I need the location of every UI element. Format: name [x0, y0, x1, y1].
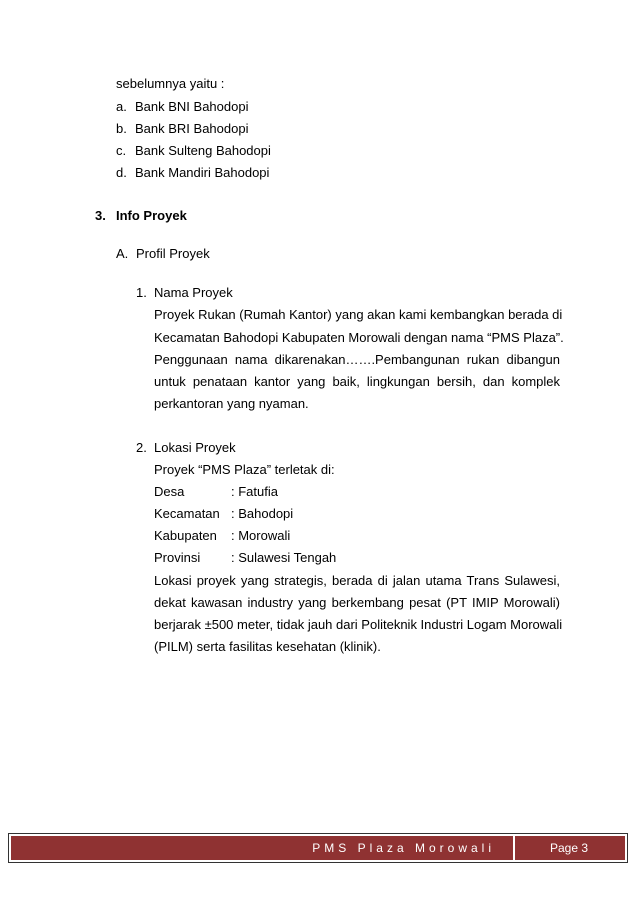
list-item: Bank Mandiri Bahodopi	[135, 165, 270, 180]
item-title: Nama Proyek	[154, 285, 233, 300]
detail-value: : Morowali	[231, 528, 291, 543]
subsection-title: Profil Proyek	[136, 246, 210, 261]
detail-value: : Sulawesi Tengah	[231, 550, 337, 565]
paragraph-line: Kecamatan Bahodopi Kabupaten Morowali dengan nama “PMS Plaza”.	[154, 330, 564, 345]
paragraph-line: perkantoran yang nyaman.	[154, 396, 309, 411]
section-number: 3.	[95, 208, 106, 223]
intro-lead: sebelumnya yaitu :	[116, 76, 225, 91]
detail-value: : Bahodopi	[231, 506, 294, 521]
detail-label: Kecamatan	[154, 506, 220, 521]
paragraph-line: untuk penataan kantor yang baik, lingkungan bersih, dan komplek	[154, 374, 560, 389]
list-marker: c.	[116, 143, 127, 158]
paragraph-line: berjarak ±500 meter, tidak jauh dari Politeknik Industri Logam Morowali	[154, 617, 563, 632]
list-item: Bank BRI Bahodopi	[135, 121, 249, 136]
item-marker: 1.	[136, 285, 147, 300]
list-marker: d.	[116, 165, 127, 180]
detail-value: : Fatufia	[231, 484, 278, 499]
location-intro: Proyek “PMS Plaza” terletak di:	[154, 462, 335, 477]
footer-page-number: Page 3	[513, 836, 623, 860]
footer-title: PMS Plaza Morowali	[312, 841, 495, 855]
paragraph-line: Penggunaan nama dikarenakan…….Pembangunan rukan dibangun	[154, 352, 560, 367]
page-footer	[8, 833, 628, 863]
paragraph-line: Proyek Rukan (Rumah Kantor) yang akan kami kembangkan berada di	[154, 307, 563, 322]
list-marker: b.	[116, 121, 127, 136]
list-marker: a.	[116, 99, 127, 114]
paragraph-line: (PILM) serta fasilitas kesehatan (klinik).	[154, 639, 381, 654]
detail-label: Desa	[154, 484, 185, 499]
section-title: Info Proyek	[116, 208, 187, 223]
detail-label: Kabupaten	[154, 528, 217, 543]
paragraph-line: dekat kawasan industry yang berkembang pesat (PT IMIP Morowali)	[154, 595, 560, 610]
item-marker: 2.	[136, 440, 147, 455]
list-item: Bank BNI Bahodopi	[135, 99, 249, 114]
paragraph-line: Lokasi proyek yang strategis, berada di jalan utama Trans Sulawesi,	[154, 573, 560, 588]
subsection-marker: A.	[116, 246, 129, 261]
list-item: Bank Sulteng Bahodopi	[135, 143, 271, 158]
item-title: Lokasi Proyek	[154, 440, 236, 455]
detail-label: Provinsi	[154, 550, 201, 565]
